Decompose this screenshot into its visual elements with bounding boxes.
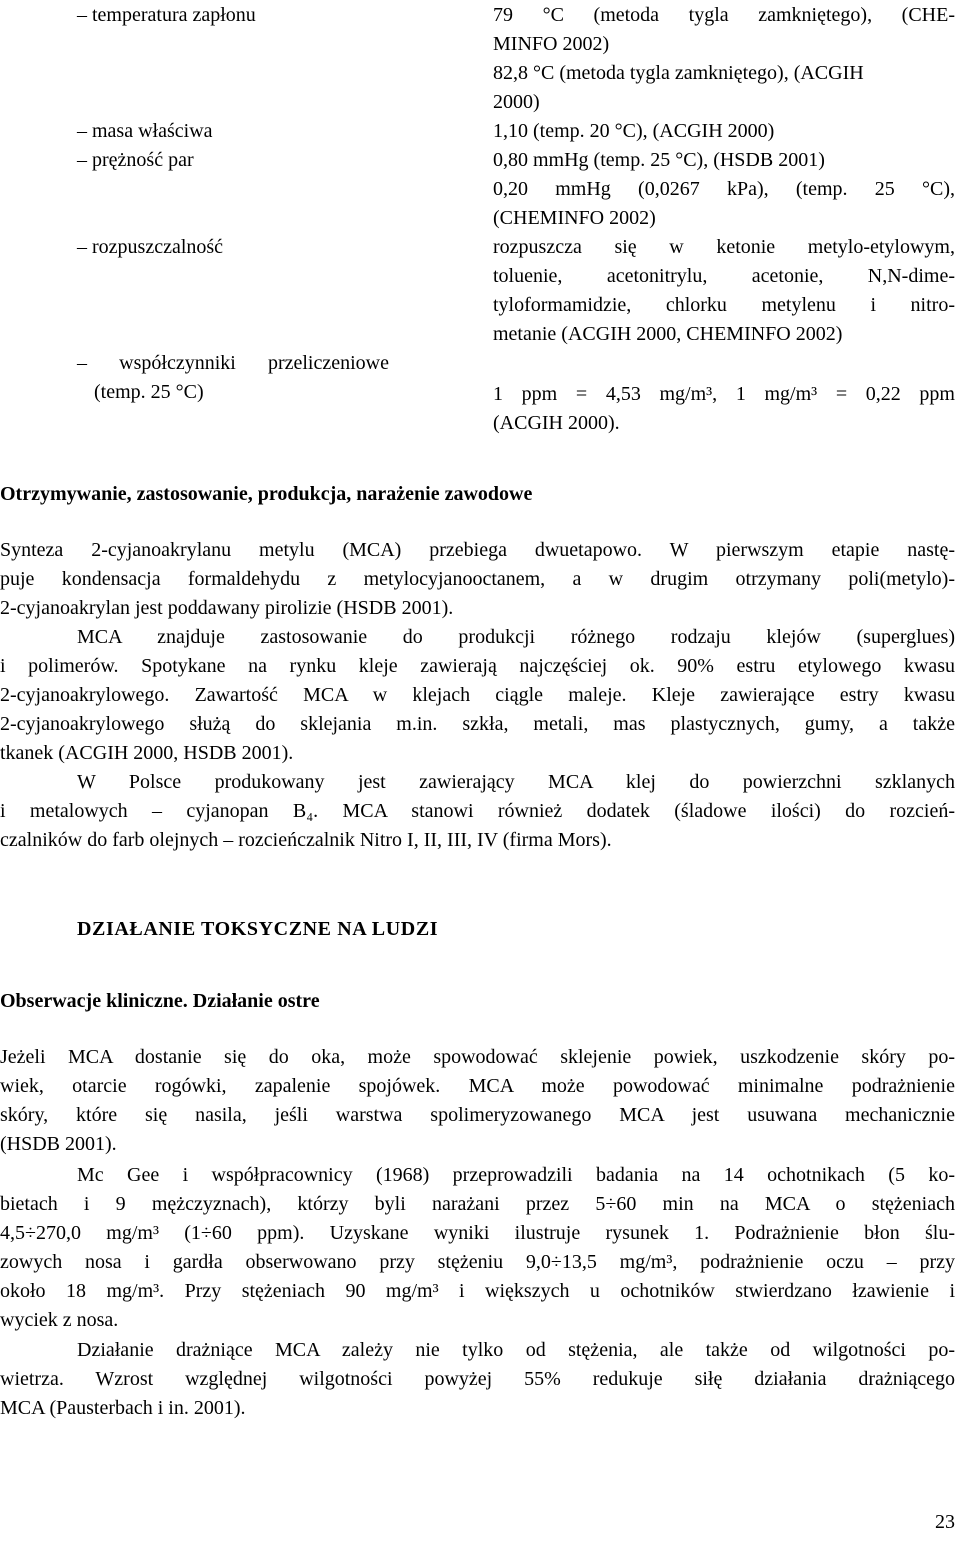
property-label: – rozpuszczalność [77, 236, 224, 258]
value-line: metanie (ACGIH 2000, CHEMINFO 2002) [493, 323, 843, 345]
paragraph [0, 536, 955, 623]
property-value [493, 146, 955, 233]
chapter-heading: DZIAŁANIE TOKSYCZNE NA LUDZI [77, 918, 439, 940]
paragraph [0, 1043, 955, 1159]
value-line: rozpuszcza się w ketonie metylo-etylowym, [493, 236, 955, 258]
text-line: czalników do farb olejnych – rozcieńczalnik Nitro I, II, III, IV (firma Mors). [0, 829, 612, 851]
value-line: 1,10 (temp. 20 °C), (ACGIH 2000) [493, 120, 775, 142]
value-line: 0,80 mmHg (temp. 25 °C), (HSDB 2001) [493, 149, 825, 171]
value-line: 2000) [493, 91, 540, 113]
paragraph [0, 1161, 955, 1335]
property-label: – temperatura zapłonu [77, 4, 256, 26]
property-value [493, 233, 955, 349]
property-label: – masa właściwa [77, 120, 213, 142]
text-line: około 18 mg/m³. Przy stężeniach 90 mg/m³ i większych u ochotników stwierdzano łzawienie i [0, 1280, 955, 1302]
text-line: zowych nosa i gardła obserwowano przy stężeniu 9,0÷13,5 mg/m³, podrażnienie oczu – przy [0, 1251, 955, 1273]
property-label-continued: (temp. 25 °C) [94, 381, 204, 403]
text-line: skóry, które się nasila, jeśli warstwa spolimeryzowanego MCA jest usuwana mechanicznie [0, 1104, 955, 1126]
property-label: – współczynniki przeliczeniowe [77, 352, 389, 374]
property-label: – prężność par [77, 149, 194, 171]
property-value [493, 380, 955, 438]
text-line: i metalowych – cyjanopan B₄. MCA stanowi również dodatek (śladowe ilości) do rozcień- [0, 800, 955, 822]
value-line: (CHEMINFO 2002) [493, 207, 656, 229]
text-line: 2-cyjanoakrylan jest poddawany pirolizie (HSDB 2001). [0, 597, 454, 619]
text-line: tkanek (ACGIH 2000, HSDB 2001). [0, 742, 294, 764]
text-line: i polimerów. Spotykane na rynku kleje zawierają najczęściej ok. 90% estru etylowego kwasu [0, 655, 955, 677]
text-line: 2-cyjanoakrylowego. Zawartość MCA w klejach ciągle maleje. Kleje zawierające estry kwasu [0, 684, 955, 706]
text-line: puje kondensacja formaldehydu z metylocyjanooctanem, a w drugim otrzymany poli(metylo)- [0, 568, 955, 590]
value-line: toluenie, acetonitrylu, acetonie, N,N-dime- [493, 265, 955, 287]
value-line: 79 °C (metoda tygla zamkniętego), (CHE- [493, 4, 955, 26]
section-heading: Obserwacje kliniczne. Działanie ostre [0, 990, 320, 1012]
property-value [493, 1, 955, 117]
value-line: MINFO 2002) [493, 33, 610, 55]
page-number: 23 [935, 1511, 955, 1533]
text-line: 2-cyjanoakrylowego służą do sklejania m.in. szkła, metali, mas plastycznych, gumy, a także [0, 713, 955, 735]
text-line: Jeżeli MCA dostanie się do oka, może spowodować sklejenie powiek, uszkodzenie skóry po- [0, 1046, 955, 1068]
text-line: Działanie drażniące MCA zależy nie tylko od stężenia, ale także od wilgotności po- [77, 1339, 955, 1361]
text-line: Mc Gee i współpracownicy (1968) przeprowadzili badania na 14 ochotnikach (5 ko- [77, 1164, 955, 1186]
section-heading: Otrzymywanie, zastosowanie, produkcja, narażenie zawodowe [0, 483, 533, 505]
text-line: wyciek z nosa. [0, 1309, 119, 1331]
text-line: Synteza 2-cyjanoakrylanu metylu (MCA) przebiega dwuetapowo. W pierwszym etapie nastę- [0, 539, 955, 561]
paragraph [0, 1336, 955, 1423]
property-value [493, 117, 955, 146]
text-line: wietrza. Wzrost względnej wilgotności powyżej 55% redukuje siłę działania drażniącego [0, 1368, 955, 1390]
text-line: wiek, otarcie rogówki, zapalenie spojówek. MCA może powodować minimalne podrażnienie [0, 1075, 955, 1097]
text-line: (HSDB 2001). [0, 1133, 117, 1155]
text-line: MCA (Pausterbach i in. 2001). [0, 1397, 246, 1419]
paragraph [0, 768, 955, 855]
text-line: W Polsce produkowany jest zawierający MCA klej do powierzchni szklanych [77, 771, 955, 793]
text-line: MCA znajduje zastosowanie do produkcji różnego rodzaju klejów (superglues) [77, 626, 955, 648]
value-line: 82,8 °C (metoda tygla zamkniętego), (ACGIH [493, 62, 864, 84]
text-line: bietach i 9 mężczyznach), którzy byli narażani przez 5÷60 min na MCA o stężeniach [0, 1193, 955, 1215]
value-line: (ACGIH 2000). [493, 412, 620, 434]
text-line: 4,5÷270,0 mg/m³ (1÷60 ppm). Uzyskane wyniki ilustruje rysunek 1. Podrażnienie błon ślu- [0, 1222, 955, 1244]
value-line: 1 ppm = 4,53 mg/m³, 1 mg/m³ = 0,22 ppm [493, 383, 955, 405]
value-line: 0,20 mmHg (0,0267 kPa), (temp. 25 °C), [493, 178, 955, 200]
value-line: tyloformamidzie, chlorku metylenu i nitro- [493, 294, 955, 316]
paragraph [0, 623, 955, 768]
